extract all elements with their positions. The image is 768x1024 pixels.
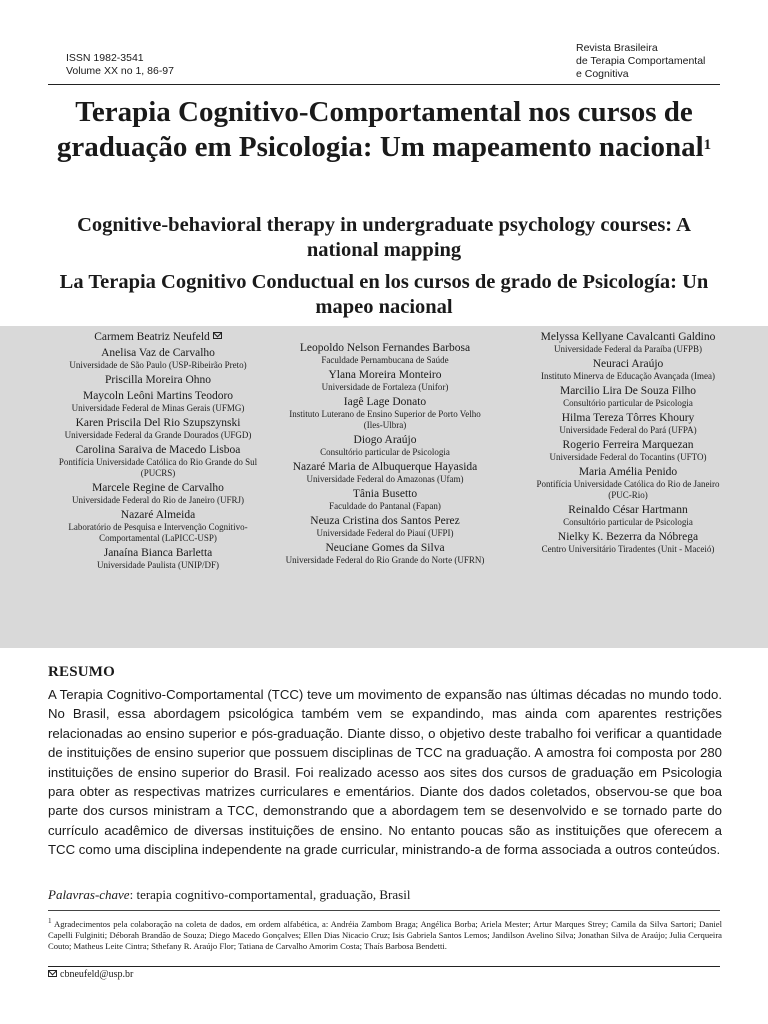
journal-name-line: Revista Brasileira bbox=[576, 42, 658, 54]
author-entry bbox=[280, 488, 490, 512]
author-entry bbox=[48, 347, 268, 371]
author-entry bbox=[280, 342, 490, 366]
author-entry bbox=[280, 542, 490, 566]
author-entry bbox=[526, 466, 730, 501]
author-affiliation: Faculdade do Pantanal (Fapan) bbox=[329, 501, 441, 511]
spanish-title: La Terapia Cognitivo Conductual en los cursos de grado de Psicología: Un mapeo nacional bbox=[59, 271, 709, 318]
author-name: Tânia Busetto bbox=[352, 488, 418, 500]
author-affiliation: Universidade de Fortaleza (Unifor) bbox=[321, 382, 449, 392]
author-name: Nazaré Almeida bbox=[120, 509, 196, 521]
author-name: Neuraci Araújo bbox=[592, 358, 664, 370]
author-entry bbox=[48, 509, 268, 544]
journal-name-line: e Cognitiva bbox=[576, 68, 629, 80]
author-entry bbox=[526, 385, 730, 409]
author-entry bbox=[48, 482, 268, 506]
author-entry bbox=[48, 444, 268, 479]
author-entry bbox=[48, 374, 268, 387]
footnote-mark: 1 bbox=[48, 917, 52, 925]
author-affiliation: Universidade Federal da Grande Dourados (UFGD) bbox=[64, 430, 252, 440]
authors-column-3 bbox=[526, 331, 730, 558]
author-name: Iagê Lage Donato bbox=[343, 396, 427, 408]
author-name: Maycoln Leôni Martins Teodoro bbox=[82, 390, 234, 402]
author-entry bbox=[280, 515, 490, 539]
author-name: Karen Priscila Del Rio Szupszynski bbox=[75, 417, 241, 429]
journal-name bbox=[576, 42, 726, 81]
author-name: Priscilla Moreira Ohno bbox=[104, 374, 212, 386]
footnote bbox=[48, 916, 722, 952]
author-name: Anelisa Vaz de Carvalho bbox=[101, 347, 215, 359]
abstract-heading: RESUMO bbox=[48, 664, 116, 680]
article-title bbox=[40, 95, 728, 165]
author-affiliation: Consultório particular de Psicologia bbox=[563, 517, 693, 527]
keywords-label: Palavras-chave bbox=[48, 887, 130, 902]
author-name: Marcele Regine de Carvalho bbox=[92, 482, 224, 494]
footnote-mark: 1 bbox=[703, 137, 712, 153]
author-affiliation: Consultório particular de Psicologia bbox=[563, 398, 693, 408]
author-name: Reinaldo César Hartmann bbox=[568, 504, 688, 516]
contact-email bbox=[48, 969, 133, 981]
authors-band bbox=[0, 326, 768, 648]
header-rule bbox=[48, 84, 720, 85]
author-affiliation: Universidade de São Paulo (USP-Ribeirão Preto) bbox=[69, 360, 247, 370]
keywords bbox=[48, 887, 722, 903]
author-affiliation: Universidade Federal do Pará (UFPA) bbox=[559, 425, 697, 435]
author-affiliation: Universidade Paulista (UNIP/DF) bbox=[97, 560, 219, 570]
author-affiliation: Pontifícia Universidade Católica do Rio Grande do Sul (PUCRS) bbox=[58, 457, 258, 478]
author-entry bbox=[280, 396, 490, 431]
author-entry bbox=[526, 531, 730, 555]
author-name: Carmem Beatriz Neufeld bbox=[94, 331, 210, 343]
author-affiliation: Faculdade Pernambucana de Saúde bbox=[321, 355, 449, 365]
author-affiliation: Instituto Minerva de Educação Avançada (Imea) bbox=[540, 371, 715, 381]
author-entry bbox=[526, 412, 730, 436]
footnote-rule bbox=[48, 910, 720, 911]
author-entry bbox=[48, 390, 268, 414]
author-name: Nazaré Maria de Albuquerque Hayasida bbox=[292, 461, 478, 473]
english-title: Cognitive-behavioral therapy in undergraduate psychology courses: A national mapping bbox=[77, 214, 691, 261]
issn: ISSN 1982-3541 bbox=[66, 52, 144, 64]
author-affiliation: Universidade Federal de Minas Gerais (UFMG) bbox=[71, 403, 245, 413]
author-affiliation: Universidade Federal do Piauí (UFPI) bbox=[316, 528, 454, 538]
author-entry bbox=[526, 504, 730, 528]
author-entry bbox=[526, 439, 730, 463]
author-name: Nielky K. Bezerra da Nóbrega bbox=[557, 531, 699, 543]
author-entry bbox=[48, 331, 268, 344]
author-affiliation: Instituto Luterano de Ensino Superior de Porto Velho (Iles-Ulbra) bbox=[289, 409, 481, 430]
keywords-list: : terapia cognitivo-comportamental, graduação, Brasil bbox=[129, 887, 411, 902]
authors-column-2 bbox=[280, 342, 490, 569]
author-name: Melyssa Kellyane Cavalcanti Galdino bbox=[540, 331, 716, 343]
author-affiliation: Universidade Federal do Rio de Janeiro (UFRJ) bbox=[72, 495, 244, 505]
author-entry bbox=[48, 417, 268, 441]
author-name: Neuciane Gomes da Silva bbox=[325, 542, 445, 554]
author-affiliation: Universidade Federal do Rio Grande do Norte (UFRN) bbox=[285, 555, 485, 565]
author-entry bbox=[280, 461, 490, 485]
author-name: Leopoldo Nelson Fernandes Barbosa bbox=[299, 342, 471, 354]
envelope-icon bbox=[213, 332, 222, 339]
author-name: Diogo Araújo bbox=[353, 434, 417, 446]
journal-issue-info bbox=[66, 52, 174, 78]
author-affiliation: Universidade Federal da Paraíba (UFPB) bbox=[554, 344, 702, 354]
footnote-text: Agradecimentos pela colaboração na coleta de dados, em ordem alfabética, a: Andréia Zambom Braga; Angélica Borba; Ariela Mester; Artur Marques Strey; Camila da Silva Sartori; Daniel Capelli Fulginiti; Déborah Brandão de Souza; Diego Macedo Gonçalves; Ellen Dias Nicacio Cruz; Isis Gabriela Santos Lemos; Jandilson Avelino Silva; Jonathan Silva de Araújo; Julia Cerqueira Couto; Matheus Leite Cintra; Sthefany R. Araújo Flor; Tatiana de Carvalho Amorim Costa; Thaís Barbosa Bendetti. bbox=[48, 918, 722, 951]
author-name: Marcilio Lira De Souza Filho bbox=[559, 385, 697, 397]
author-name: Ylana Moreira Monteiro bbox=[328, 369, 442, 381]
envelope-icon bbox=[48, 970, 57, 977]
article-title-text: Terapia Cognitivo-Comportamental nos cursos de graduação em Psicologia: Um mapeamento nacional bbox=[56, 96, 704, 163]
author-name: Rogerio Ferreira Marquezan bbox=[562, 439, 694, 451]
footer-rule bbox=[48, 966, 720, 967]
author-affiliation: Pontifícia Universidade Católica do Rio de Janeiro (PUC-Rio) bbox=[536, 479, 720, 500]
author-entry bbox=[280, 369, 490, 393]
author-affiliation: Laboratório de Pesquisa e Intervenção Cognitivo-Comportamental (LaPICC-USP) bbox=[68, 522, 248, 543]
author-entry bbox=[280, 434, 490, 458]
author-entry bbox=[48, 547, 268, 571]
volume-info: Volume XX no 1, 86-97 bbox=[66, 65, 174, 77]
author-name: Neuza Cristina dos Santos Perez bbox=[310, 515, 460, 527]
author-affiliation: Centro Universitário Tiradentes (Unit - Maceió) bbox=[541, 544, 715, 554]
journal-name-line: de Terapia Comportamental bbox=[576, 55, 706, 67]
author-name: Carolina Saraiva de Macedo Lisboa bbox=[75, 444, 241, 456]
authors-column-1 bbox=[48, 331, 268, 574]
author-entry bbox=[526, 331, 730, 355]
author-affiliation: Universidade Federal do Tocantins (UFTO) bbox=[549, 452, 707, 462]
author-name: Maria Amélia Penido bbox=[578, 466, 678, 478]
author-name-line bbox=[48, 331, 268, 344]
abstract-text: A Terapia Cognitivo-Comportamental (TCC) teve um movimento de expansão nas últimas décadas no mundo todo. No Brasil, essa abordagem psicológica também vem se expandindo, mas ainda com aparentes restrições relacionadas ao ensino superior e pós-graduação. Diante disso, o objetivo deste trabalho foi verificar a quantidade de instituições de ensino superior que possuem disciplinas de TCC na graduação. A amostra foi composta por 280 instituições de ensino superior do Brasil. Foi realizado acesso aos sites dos cursos de graduação em Psicologia para obter as respectivas matrizes curriculares e ementários. Diante dos dados coletados, observou-se que boa parte dos cursos ministram a TCC, demonstrando que a abordagem tem se desenvolvido e se tornado parte do currículo acadêmico de diversas instituições de ensino. No entanto poucas são as instituições que oferecem a TCC como uma disciplina independente na grade curricular, ministrando-a de forma associada a outros conteúdos. bbox=[48, 687, 722, 858]
author-name: Hilma Tereza Tôrres Khoury bbox=[561, 412, 695, 424]
email-address[interactable]: cbneufeld@usp.br bbox=[60, 969, 134, 980]
author-entry bbox=[526, 358, 730, 382]
author-affiliation: Consultório particular de Psicologia bbox=[320, 447, 450, 457]
author-affiliation: Universidade Federal do Amazonas (Ufam) bbox=[306, 474, 464, 484]
author-name: Janaína Bianca Barletta bbox=[103, 547, 213, 559]
